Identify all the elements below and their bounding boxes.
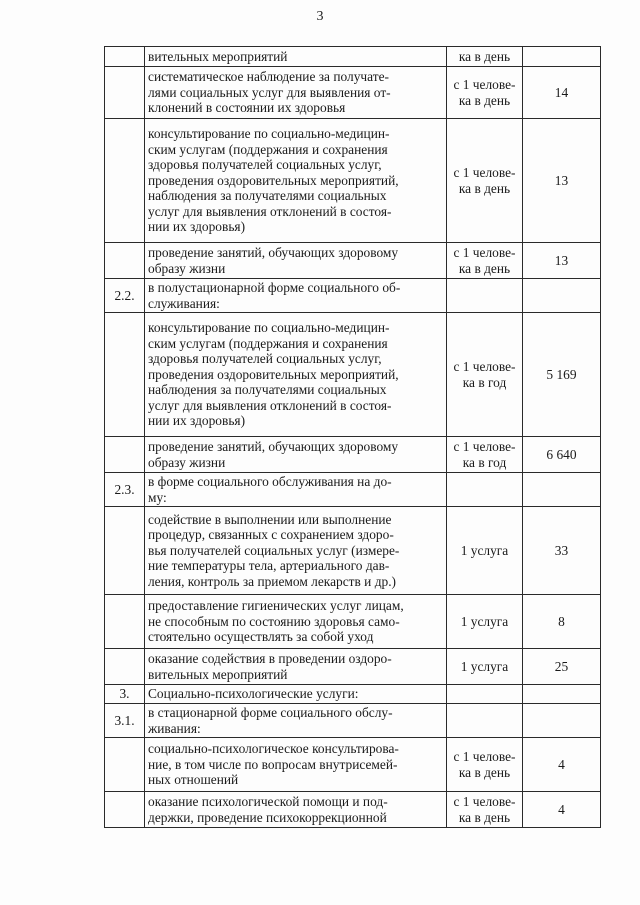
row-number-cell xyxy=(105,313,145,437)
value-cell xyxy=(523,279,601,313)
description-line: ления, контроль за приемом лекарств и др.) xyxy=(148,573,397,589)
table-row xyxy=(105,119,601,243)
row-number-cell: 3. xyxy=(105,685,145,704)
unit-line: ка в день xyxy=(458,48,511,64)
description-line: предоставление гигиенических услуг лицам, xyxy=(148,598,404,614)
row-number-cell xyxy=(105,792,145,828)
unit-cell xyxy=(447,738,523,792)
table-row xyxy=(105,649,601,685)
service-description-cell xyxy=(145,473,447,507)
unit-cell xyxy=(447,67,523,119)
unit-cell xyxy=(447,595,523,649)
unit-cell xyxy=(447,119,523,243)
value-cell: 4 xyxy=(523,738,601,792)
row-number-cell: 2.2. xyxy=(105,279,145,313)
table-row xyxy=(105,685,601,704)
value-cell: 6 640 xyxy=(523,437,601,473)
service-description-cell xyxy=(145,685,447,704)
description-line: ние температуры тела, артериального дав- xyxy=(148,558,390,574)
description-line: консультирование по социально-медицин- xyxy=(148,319,390,335)
unit-line: ка в день xyxy=(458,764,511,780)
unit-cell xyxy=(447,279,523,313)
description-line: содействие в выполнении или выполнение xyxy=(148,511,392,527)
table-row xyxy=(105,279,601,313)
row-number-cell xyxy=(105,738,145,792)
unit-cell xyxy=(447,649,523,685)
service-description-cell xyxy=(145,738,447,792)
row-number-cell xyxy=(105,119,145,243)
value-cell xyxy=(523,704,601,738)
service-description-cell xyxy=(145,437,447,473)
description-line: в форме социального обслуживания на до- xyxy=(148,473,392,489)
table-row xyxy=(105,437,601,473)
row-number-cell xyxy=(105,595,145,649)
description-line: лями социальных услуг для выявления от- xyxy=(148,84,391,100)
description-line: ных отношений xyxy=(148,772,239,788)
unit-line: ка в год xyxy=(462,374,507,390)
description-line: не способным по состоянию здоровья само- xyxy=(148,613,400,629)
service-description-cell xyxy=(145,119,447,243)
description-line: оказание содействия в проведении оздоро- xyxy=(148,650,392,666)
table-row xyxy=(105,243,601,279)
unit-cell xyxy=(447,47,523,67)
description-line: клонений в состоянии их здоровья xyxy=(148,100,346,116)
unit-line: 1 услуга xyxy=(460,658,509,674)
row-number-cell: 3.1. xyxy=(105,704,145,738)
table-row xyxy=(105,792,601,828)
value-cell: 13 xyxy=(523,119,601,243)
value-cell xyxy=(523,473,601,507)
description-line: служивания: xyxy=(148,295,220,311)
service-description-cell xyxy=(145,279,447,313)
description-line: услуг для выявления отклонений в состоя- xyxy=(148,397,392,413)
unit-cell xyxy=(447,792,523,828)
unit-line: ка в день xyxy=(458,180,511,196)
unit-line: с 1 челове- xyxy=(453,358,516,374)
description-line: наблюдения за получателями социальных xyxy=(148,382,387,398)
description-line: вительных мероприятий xyxy=(148,48,288,64)
unit-cell xyxy=(447,704,523,738)
description-line: здоровья получателей социальных услуг, xyxy=(148,351,382,367)
services-table xyxy=(104,46,601,828)
unit-line: с 1 челове- xyxy=(453,438,516,454)
page-number: 3 xyxy=(316,9,324,24)
table-row xyxy=(105,507,601,595)
description-line: образу жизни xyxy=(148,260,226,276)
unit-line: ка в день xyxy=(458,92,511,108)
row-number-cell xyxy=(105,437,145,473)
service-description-cell xyxy=(145,649,447,685)
description-line: нии их здоровья) xyxy=(148,413,246,429)
table-row xyxy=(105,595,601,649)
description-line: консультирование по социально-медицин- xyxy=(148,125,390,141)
description-line: систематическое наблюдение за получате- xyxy=(148,69,389,85)
description-line: му: xyxy=(148,489,167,505)
value-cell: 25 xyxy=(523,649,601,685)
description-line: в полустационарной форме социального об- xyxy=(148,279,401,295)
description-line: живания: xyxy=(148,720,201,736)
table-row xyxy=(105,67,601,119)
description-line: социально-психологическое консультирова- xyxy=(148,741,399,757)
unit-cell xyxy=(447,243,523,279)
unit-line: 1 услуга xyxy=(460,613,509,629)
unit-line: с 1 челове- xyxy=(453,244,516,260)
unit-cell xyxy=(447,507,523,595)
unit-line: с 1 челове- xyxy=(453,748,516,764)
description-line: оказание психологической помощи и под- xyxy=(148,793,388,809)
description-line: стоятельно осуществлять за собой уход xyxy=(148,629,374,645)
table-row xyxy=(105,473,601,507)
value-cell: 14 xyxy=(523,67,601,119)
unit-line: ка в день xyxy=(458,809,511,825)
row-number-cell xyxy=(105,507,145,595)
description-line: ским услугам (поддержания и сохранения xyxy=(148,141,388,157)
row-number-cell xyxy=(105,243,145,279)
description-line: образу жизни xyxy=(148,454,226,470)
description-line: проведение занятий, обучающих здоровому xyxy=(148,244,399,260)
service-description-cell xyxy=(145,313,447,437)
description-line: процедур, связанных с сохранением здоро- xyxy=(148,527,394,543)
value-cell: 8 xyxy=(523,595,601,649)
table-row xyxy=(105,704,601,738)
unit-line: с 1 челове- xyxy=(453,793,516,809)
description-line: вительных мероприятий xyxy=(148,666,288,682)
description-line: проведения оздоровительных мероприятий, xyxy=(148,366,399,382)
description-line: проведения оздоровительных мероприятий, xyxy=(148,172,399,188)
unit-line: 1 услуга xyxy=(460,542,509,558)
unit-cell xyxy=(447,437,523,473)
description-line: нии их здоровья) xyxy=(148,219,246,235)
description-line: здоровья получателей социальных услуг, xyxy=(148,157,382,173)
unit-line: с 1 челове- xyxy=(453,76,516,92)
unit-line: ка в год xyxy=(462,454,507,470)
row-number-cell xyxy=(105,649,145,685)
table-row xyxy=(105,47,601,67)
unit-cell xyxy=(447,473,523,507)
description-line: в стационарной форме социального обслу- xyxy=(148,704,393,720)
service-description-cell xyxy=(145,792,447,828)
description-line: вья получателей социальных услуг (измере- xyxy=(148,542,400,558)
table-row xyxy=(105,313,601,437)
description-line: услуг для выявления отклонений в состоя- xyxy=(148,203,392,219)
unit-line: с 1 челове- xyxy=(453,164,516,180)
service-description-cell xyxy=(145,507,447,595)
value-cell: 4 xyxy=(523,792,601,828)
value-cell: 33 xyxy=(523,507,601,595)
service-description-cell xyxy=(145,243,447,279)
value-cell xyxy=(523,47,601,67)
description-line: Социально-психологические услуги: xyxy=(148,686,359,702)
description-line: наблюдения за получателями социальных xyxy=(148,188,387,204)
services-table-body xyxy=(105,47,601,828)
description-line: держки, проведение психокоррекционной xyxy=(148,809,387,825)
description-line: ние, в том числе по вопросам внутрисемей- xyxy=(148,756,398,772)
value-cell: 5 169 xyxy=(523,313,601,437)
service-description-cell xyxy=(145,67,447,119)
value-cell xyxy=(523,685,601,704)
row-number-cell xyxy=(105,47,145,67)
row-number-cell xyxy=(105,67,145,119)
unit-cell xyxy=(447,313,523,437)
service-description-cell xyxy=(145,47,447,67)
unit-cell xyxy=(447,685,523,704)
row-number-cell: 2.3. xyxy=(105,473,145,507)
service-description-cell xyxy=(145,704,447,738)
service-description-cell xyxy=(145,595,447,649)
value-cell: 13 xyxy=(523,243,601,279)
unit-line: ка в день xyxy=(458,260,511,276)
description-line: ским услугам (поддержания и сохранения xyxy=(148,335,388,351)
description-line: проведение занятий, обучающих здоровому xyxy=(148,438,399,454)
table-row xyxy=(105,738,601,792)
